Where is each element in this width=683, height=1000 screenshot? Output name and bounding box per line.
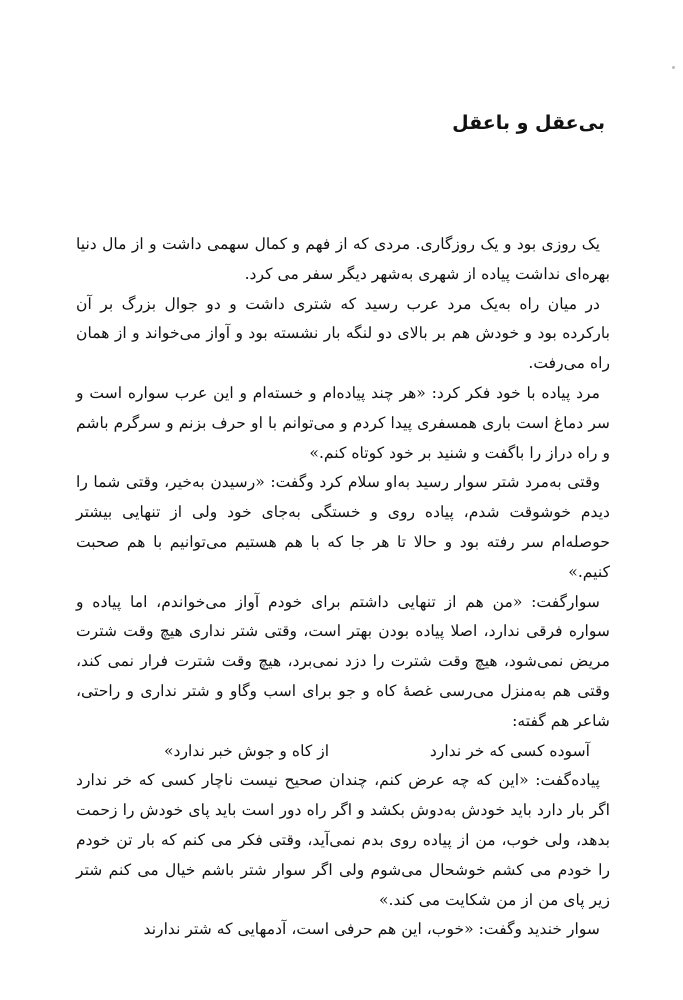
- verse-first-hemistich: آسوده کسی که خر ندارد: [429, 741, 590, 760]
- paragraph: یک روزی بود و یک روزگاری. مردی که از فهم و کمال سهمی داشت و از مال دنیا بهره‌ای نداشت پیاده از شهری به‌شهر دیگر سفر می کرد.: [76, 235, 610, 283]
- poem-verse: [76, 737, 610, 767]
- paragraph: وقتی به‌مرد شتر سوار رسید به‌او سلام کرد وگفت: «رسیدن به‌خیر، وقتی شما را دیدم خوشوقت شدم، پیاده روی و خستگی به‌جای خود ولی از تنهایی بیشتر حوصله‌ام سر رفته بود و حالا تا هر جا که با هم هستیم می‌توانیم با هم صحبت کنیم.»: [76, 473, 610, 581]
- paragraph: در میان راه به‌یک مرد عرب رسید که شتری داشت و دو جوال بزرگ بر آن بارکرده بود و خودش هم بر بالای دو لنگه بار نشسته بود و آواز می‌خواند و از همان راه می‌رفت.: [76, 294, 610, 373]
- paragraph: سوار خندید وگفت: «خوب، این هم حرفی است، آدمهایی که شتر ندارند: [143, 920, 600, 939]
- verse-second-hemistich: از کاه و جوش خبر ندارد»: [164, 741, 330, 760]
- paragraph: پیاده‌گفت: «این که چه عرض کنم، چندان صحیح نیست ناچار کسی که خر ندارد اگر بار دارد باید خودش به‌دوش بکشد و اگر راه دور است باید پای خودش را زحمت بدهد، ولی خوب، من از پیاده روی بدم نمی‌آید، وقتی فکر می کنم که بار تن خودم را خودم می کشم خوشحال می‌شوم ولی اگر سوار شتر باشم خیال می کنم شتر زیر پای من از من شکایت می کند.»: [76, 771, 610, 909]
- paragraph: سوارگفت: «من هم از تنهایی داشتم برای خودم آواز می‌خواندم، اما پیاده و سواره فرقی ندارد، اصلا پیاده بودن بهتر است، وقتی شتر نداری هیچ وقت شترت مریض نمی‌شود، هیچ وقت شترت را دزد نمی‌برد، هیچ وقت شترت فرار نمی کند، وقتی هم به‌منزل می‌رسی غصهٔ کاه و جو برای اسب وگاو و شتر نداری و راحتی، شاعر هم گفته:: [76, 592, 610, 730]
- page-edge-mark: [672, 66, 675, 69]
- story-body: [76, 230, 610, 945]
- paragraph: مرد پیاده با خود فکر کرد: «هر چند پیاده‌ام و خسته‌ام و این عرب سواره است و سر دماغ است باری همسفری پیدا کردم و می‌توانم با او حرف بزنم و سرگرم باشم و راه دراز را باگفت و شنید بر خود کوتاه کنم.»: [76, 383, 610, 462]
- story-title: بی‌عقل و باعقل: [452, 112, 605, 134]
